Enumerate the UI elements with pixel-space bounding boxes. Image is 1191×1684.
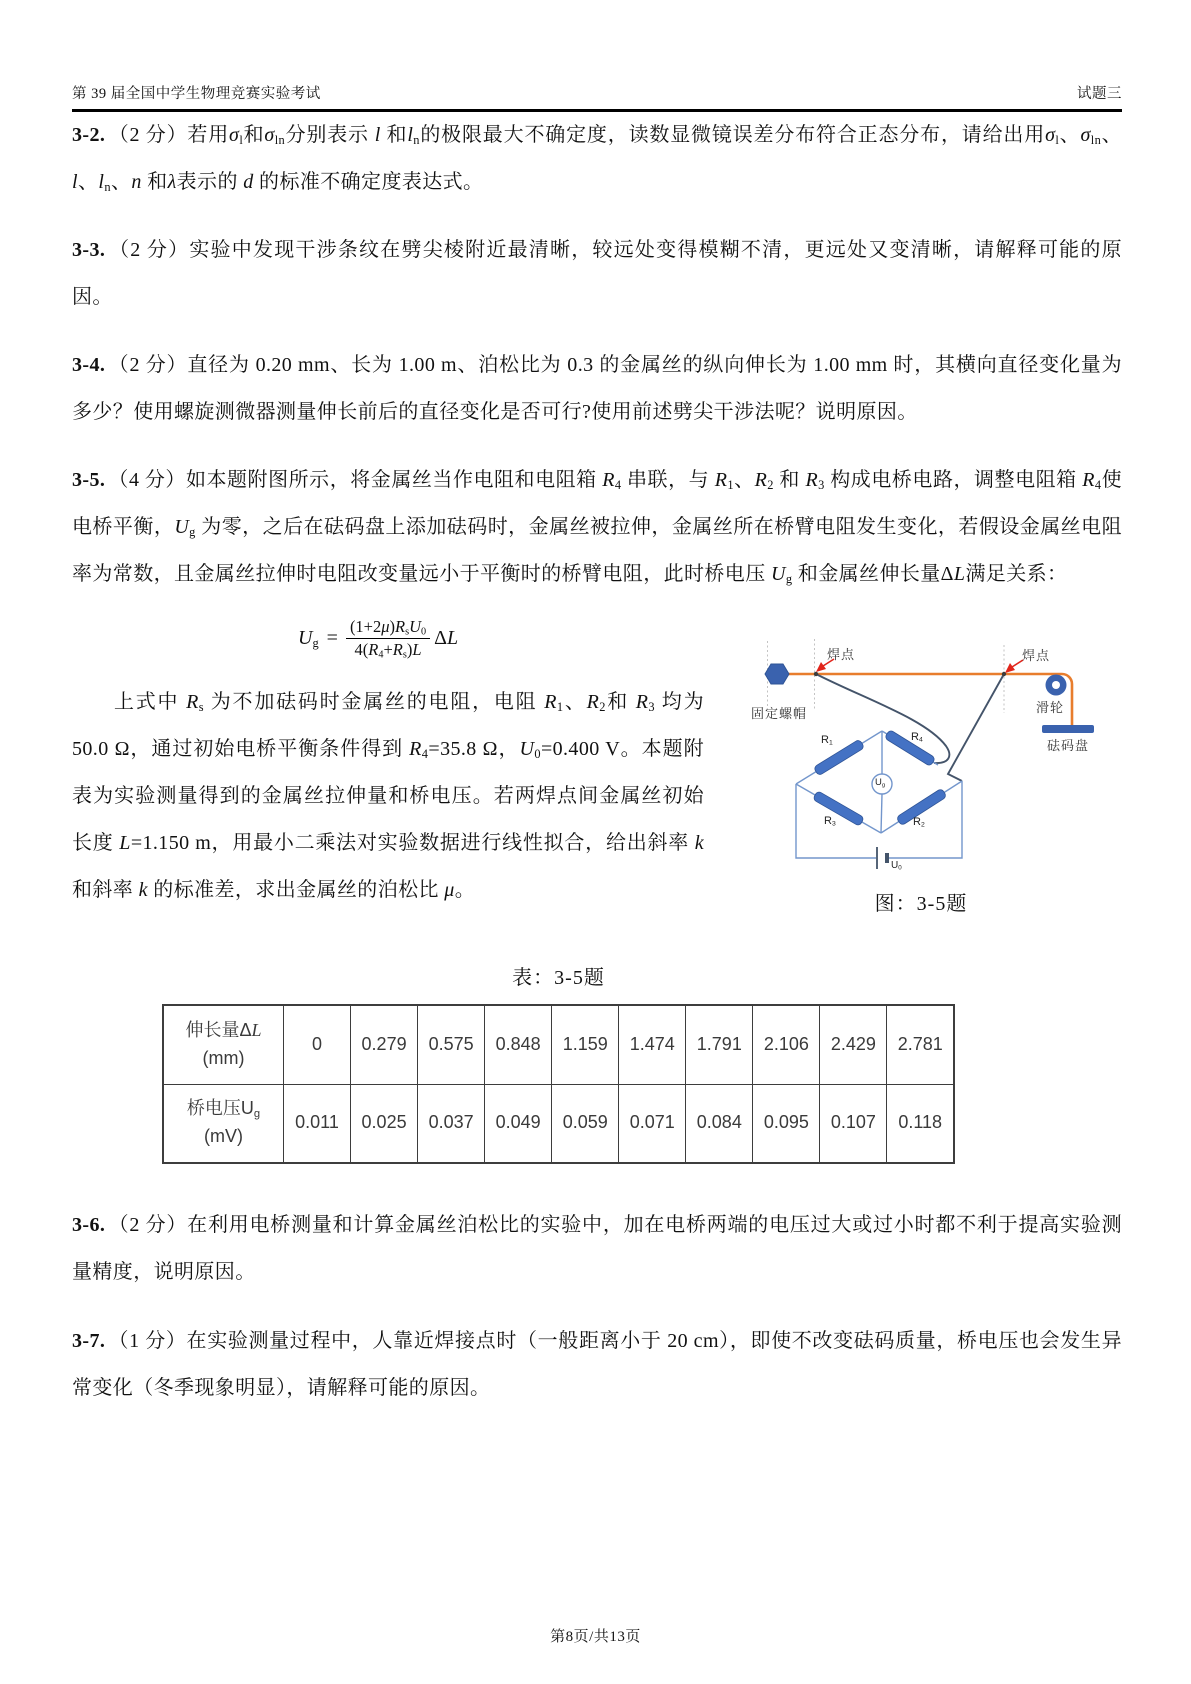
solder-point-label-left: 焊点 <box>827 647 856 662</box>
question-number: 3-3. <box>72 239 106 261</box>
table-cell: 0.095 <box>753 1084 820 1163</box>
formula-fraction <box>346 616 430 661</box>
resistor-R3 <box>813 791 865 827</box>
header-title: 第 39 届全国中学生物理竞赛实验考试 <box>72 86 321 102</box>
bridge-voltage-formula <box>72 607 704 669</box>
formula-equals: = <box>326 626 338 649</box>
table-cell: 2.429 <box>820 1005 887 1084</box>
label-R4: $R_4$ <box>911 731 923 744</box>
question-number: 3-5. <box>72 469 106 491</box>
table-cell: 0.107 <box>820 1084 887 1163</box>
table-row <box>163 1005 954 1084</box>
formula-lhs: $U_g$ <box>298 626 319 650</box>
weight-pan-icon <box>1042 725 1094 733</box>
fixed-nut-label: 固定螺帽 <box>751 706 808 721</box>
table-cell: 0.848 <box>485 1005 552 1084</box>
label-R3: $R_3$ <box>824 815 836 828</box>
table-cell: 0 <box>284 1005 351 1084</box>
fraction-denominator: $4(R_4+R_s)L$ <box>354 640 422 661</box>
galvanometer-label: $U_g$ <box>875 777 886 789</box>
figure-3-5 <box>690 601 1160 927</box>
table-cell: 0.118 <box>887 1084 954 1163</box>
table-cell: 1.474 <box>619 1005 686 1084</box>
table-cell: 0.084 <box>686 1084 753 1163</box>
question-3-7 <box>72 1318 1122 1412</box>
table-cell: 0.025 <box>351 1084 418 1163</box>
question-3-3 <box>72 227 1122 321</box>
pulley-hole <box>1052 681 1060 689</box>
table-cell: 0.011 <box>284 1084 351 1163</box>
formula-tail: ΔL <box>434 626 459 649</box>
fixed-nut-icon <box>765 664 789 684</box>
solder-point-label-right: 焊点 <box>1022 648 1051 663</box>
solder-joint-dot <box>814 672 818 676</box>
question-text: （2 分）直径为 0.20 mm、长为 1.00 m、泊松比为 0.3 的金属丝的纵向伸长为 1.00 mm 时，其横向直径变化量为多少？使用螺旋测微器测量伸长前后的直径变化是否可行?使用前述劈尖干涉法呢？说明原因。 <box>72 354 1122 423</box>
table-cell: 0.071 <box>619 1084 686 1163</box>
left-column <box>72 607 704 914</box>
question-3-5-continued: 上式中 $R_s$ 为不加砝码时金属丝的电阻，电阻 $R_1$、$R_2$和 $R_3$ 均为 50.0 Ω，通过初始电桥平衡条件得到 $R_4=35.8$ Ω，$U_0=0.400$ V。本题附表为实验测量得到的金属丝拉伸量和桥电压。若两焊点间金属丝初始长度 L=1.150 m，用最小二乘法对实验数据进行线性拟合，给出斜率 k 和斜率 k 的标准差，求出金属丝的泊松比 μ。 <box>72 691 705 901</box>
question-text: （1 分）在实验测量过程中，人靠近焊接点时（一般距离小于 20 cm），即使不改变砝码质量，桥电压也会发生异常变化（冬季现象明显），请解释可能的原因。 <box>72 1330 1122 1399</box>
table-cell: 0.575 <box>418 1005 485 1084</box>
pulley-label: 滑轮 <box>1036 700 1065 715</box>
question-text: （4 分）如本题附图所示，将金属丝当作电阻和电阻箱 $R_4$ 串联，与 $R_1$、$R_2$ 和 $R_3$ 构成电桥电路，调整电阻箱 $R_4$使电桥平衡，$U_g$ 为零，之后在砝码盘上添加砝码时，金属丝被拉伸，金属丝所在桥臂电阻发生变化，若假设金属丝电阻率为常数，且金属丝拉伸时电阻改变量远小于平衡时的桥臂电阻，此时桥电压 $U_g$ 和金属丝伸长量ΔL满足关系： <box>72 469 1123 587</box>
header-paper-label: 试题三 <box>1077 86 1122 102</box>
table-cell: 1.159 <box>552 1005 619 1084</box>
question-number: 3-2. <box>72 124 106 146</box>
fraction-numerator: $(1+2\mu)R_sU_0$ <box>346 616 430 639</box>
question-number: 3-4. <box>72 354 106 376</box>
question-3-5 <box>72 457 1122 598</box>
question-number: 3-6. <box>72 1214 106 1236</box>
table-cell: 0.279 <box>351 1005 418 1084</box>
question-3-4 <box>72 342 1122 436</box>
figure-caption: 图：3-5题 <box>874 893 968 915</box>
page-number: 第8页/共13页 <box>550 1629 641 1645</box>
question-number: 3-7. <box>72 1330 106 1352</box>
table-row <box>163 1084 954 1163</box>
apparatus-diagram <box>690 601 1160 927</box>
question-3-5-body <box>72 607 1122 914</box>
table-caption: 表：3-5题 <box>512 967 605 989</box>
table-cell: 0.037 <box>418 1084 485 1163</box>
lead-wire-right <box>948 674 1004 781</box>
page-header <box>72 0 1122 112</box>
question-text: （2 分）在利用电桥测量和计算金属丝泊松比的实验中，加在电桥两端的电压过大或过小时都不利于提高实验测量精度，说明原因。 <box>72 1214 1122 1283</box>
question-text: （2 分）实验中发现干涉条纹在劈尖棱附近最清晰，较远处变得模糊不清，更远处又变清晰，请解释可能的原因。 <box>72 239 1122 308</box>
table-cell: 0.049 <box>485 1084 552 1163</box>
arrowhead-left <box>816 662 826 672</box>
row-header: 桥电压$U_g$ (mV) <box>163 1084 284 1163</box>
label-R2: $R_2$ <box>913 816 925 829</box>
data-table-body <box>163 1005 954 1163</box>
weight-pan-label: 砝码盘 <box>1047 738 1090 753</box>
table-cell: 1.791 <box>686 1005 753 1084</box>
question-3-6 <box>72 1202 1122 1296</box>
question-3-2 <box>72 112 1122 206</box>
row-header: 伸长量ΔL (mm) <box>163 1005 284 1084</box>
table-cell: 2.781 <box>887 1005 954 1084</box>
table-cell: 2.106 <box>753 1005 820 1084</box>
resistor-R4 <box>884 730 935 767</box>
battery-label: $U_0$ <box>891 860 902 872</box>
data-table-3-5 <box>162 1004 955 1164</box>
table-cell: 0.059 <box>552 1084 619 1163</box>
label-R1: $R_1$ <box>821 734 833 747</box>
arrowhead-right <box>1005 663 1015 673</box>
question-text: （2 分）若用$\sigma_l$和$\sigma_{ln}$分别表示 l 和$l_n$的极限最大不确定度，读数显微镜误差分布符合正态分布，请给出用$\sigma_l$、$\sigma_{ln}$、 l、$l_n$、n 和λ表示的 d 的标准不确定度表达式。 <box>72 124 1123 195</box>
